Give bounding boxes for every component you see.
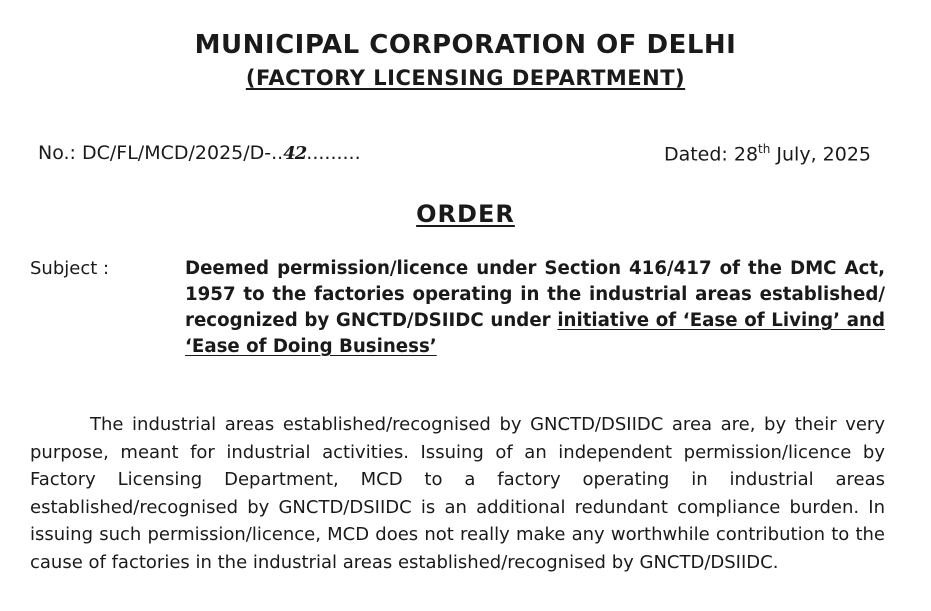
order-date — [664, 142, 871, 165]
subject-text-plain: Deemed permission/licence under Section 416/417 of the DMC Act, 1957 to the factories operating in the industrial areas established/ recognized by GNCTD/DSIIDC under — [185, 258, 885, 331]
reference-prefix: No.: DC/FL/MCD/2025/D-.. — [38, 142, 284, 164]
body-paragraph: The industrial areas established/recognised by GNCTD/DSIIDC area are, by their very purpose, meant for industrial activities. Issuing of an independent permission/licence by Factory Licensing Department, MCD to a factory operating in industrial areas established/recognised by GNCTD/DSIIDC is an additional redundant compliance burden. In issuing such permission/licence, MCD does not really make any worthwhile contribution to the cause of factories in the industrial areas established/recognised by GNCTD/DSIIDC. — [30, 414, 885, 573]
department-subtitle: (FACTORY LICENSING DEPARTMENT) — [245, 66, 686, 90]
subject-text — [185, 256, 885, 360]
order-heading: ORDER — [416, 200, 515, 228]
reference-dots: ......... — [306, 142, 361, 164]
subject-label: Subject : — [30, 258, 110, 279]
document-title: MUNICIPAL CORPORATION OF DELHI — [194, 30, 737, 60]
date-rest: July, 2025 — [770, 143, 871, 166]
reference-number — [38, 142, 361, 164]
handwritten-number: 42 — [283, 143, 307, 164]
date-label: Dated: 28 — [663, 143, 759, 166]
date-superscript: th — [758, 142, 771, 156]
subject-text-underlined: initiative of ‘Ease of Living’ and ‘Ease of Doing Business’ — [185, 310, 885, 357]
